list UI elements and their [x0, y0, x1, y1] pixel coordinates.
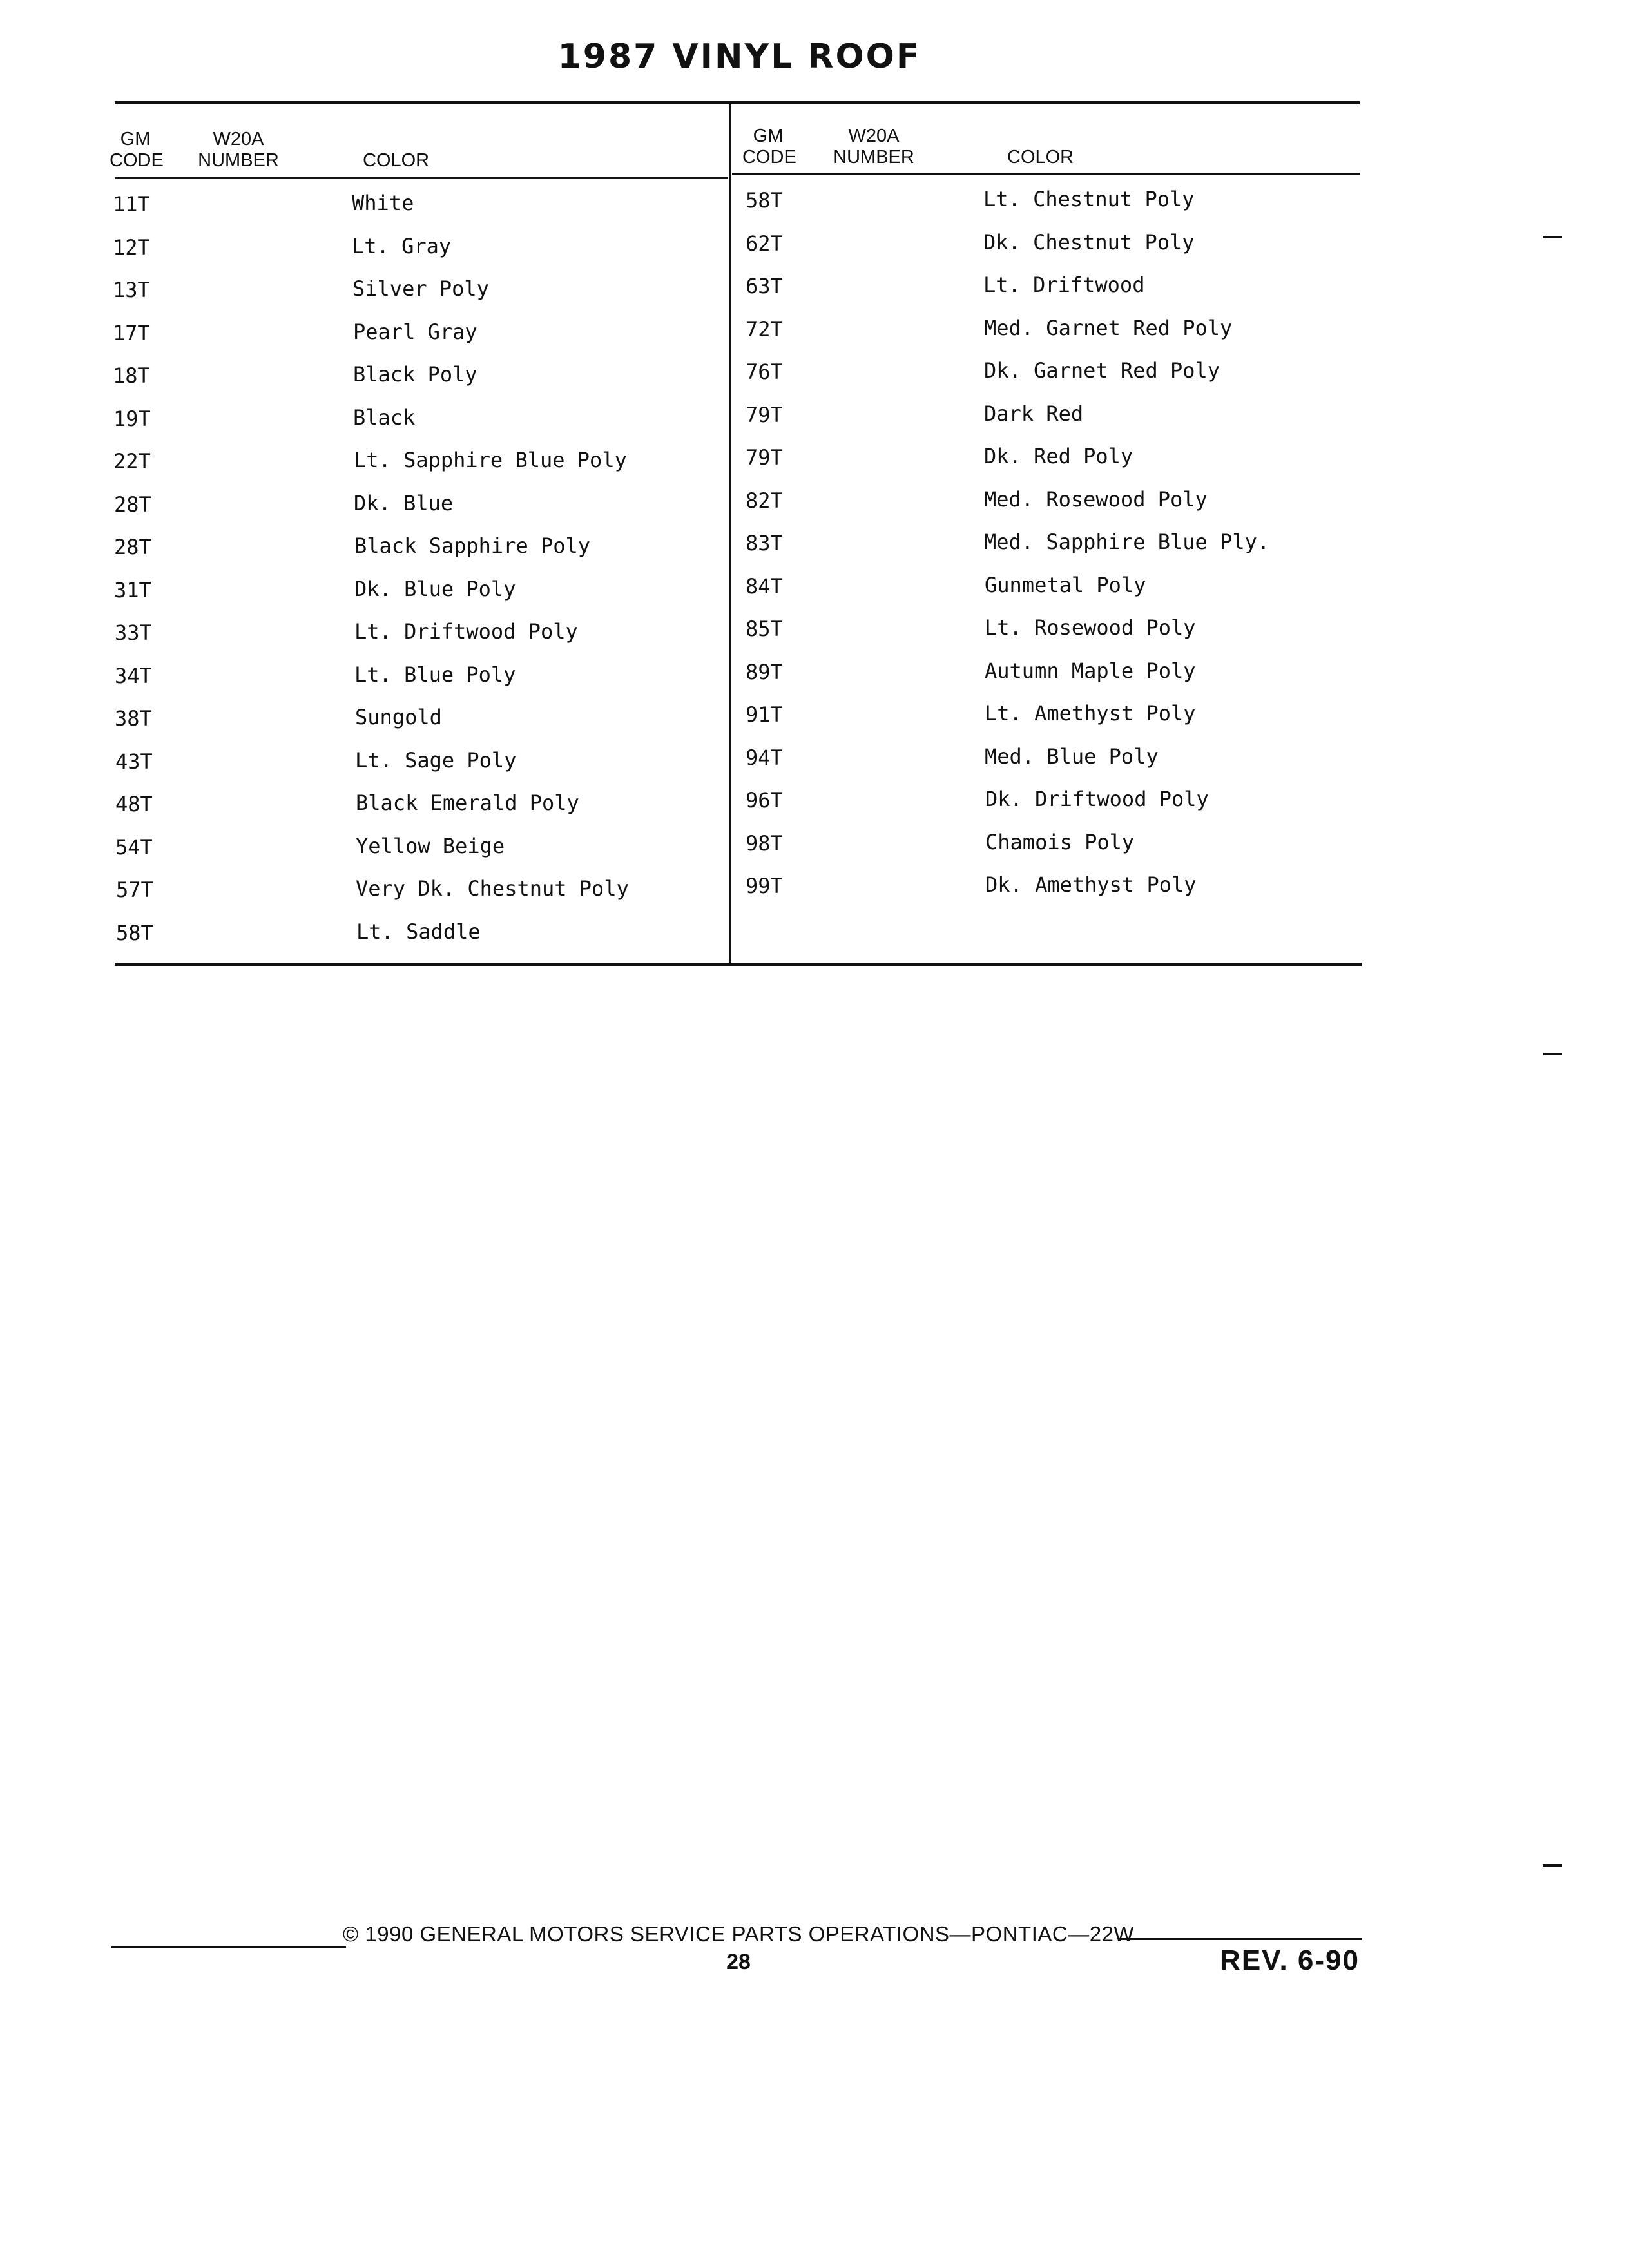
- left-color: Very Dk. Chestnut Poly: [356, 876, 629, 901]
- revision-label: REV. 6-90: [1220, 1945, 1360, 1976]
- left-color: Silver Poly: [352, 276, 489, 301]
- left-header-rule: [115, 177, 728, 179]
- left-w20a-number-header: [193, 129, 284, 171]
- page-title: 1987 VINYL ROOF: [557, 37, 921, 76]
- left-code: 22T: [113, 449, 151, 474]
- right-code: 58T: [746, 188, 783, 213]
- right-color-header: [1007, 147, 1074, 168]
- left-color: Lt. Blue Poly: [354, 662, 516, 687]
- right-color: Med. Rosewood Poly: [984, 487, 1208, 512]
- table-top-rule: [115, 101, 1360, 104]
- left-code: 43T: [115, 749, 153, 774]
- right-w20a-number-header: [829, 126, 919, 168]
- column-divider: [729, 103, 731, 965]
- left-color: White: [352, 191, 414, 215]
- left-code: 11T: [113, 192, 150, 216]
- left-color: Black Sapphire Poly: [354, 533, 591, 558]
- right-gm-code-header: [742, 126, 794, 168]
- left-color: Lt. Saddle: [356, 919, 481, 944]
- left-color: Yellow Beige: [356, 834, 505, 858]
- right-code: 79T: [746, 403, 783, 427]
- left-color: Lt. Sage Poly: [355, 748, 517, 773]
- right-code: 63T: [746, 274, 783, 298]
- right-color: Med. Garnet Red Poly: [984, 316, 1233, 340]
- left-code: 34T: [115, 664, 152, 688]
- right-color: Dk. Garnet Red Poly: [984, 358, 1220, 383]
- margin-mark: [1543, 236, 1562, 238]
- left-number-header-line: NUMBER: [198, 150, 279, 171]
- table-bottom-rule: [115, 963, 1362, 966]
- right-code: 99T: [746, 874, 783, 898]
- right-number-header-line: NUMBER: [833, 147, 914, 168]
- margin-mark: [1543, 1053, 1562, 1055]
- left-color: Pearl Gray: [353, 320, 477, 344]
- right-code: 62T: [746, 231, 783, 256]
- right-code: 94T: [746, 745, 783, 770]
- left-gm-code-header: [110, 129, 164, 171]
- right-header-rule: [732, 173, 1360, 175]
- right-code: 79T: [746, 445, 783, 470]
- page-number: 28: [726, 1950, 751, 1974]
- left-color: Black: [353, 405, 416, 430]
- left-color: Black Emerald Poly: [356, 791, 579, 815]
- right-w20a-header-line: W20A: [848, 126, 900, 146]
- right-color: Lt. Rosewood Poly: [985, 615, 1196, 640]
- left-code: 31T: [114, 578, 151, 602]
- left-color-header-line: COLOR: [363, 150, 430, 171]
- left-color: Sungold: [355, 705, 442, 729]
- right-code-header-line: CODE: [742, 147, 796, 168]
- right-color: Dk. Amethyst Poly: [985, 872, 1197, 897]
- left-code: 18T: [113, 363, 150, 388]
- left-color: Lt. Gray: [352, 234, 452, 258]
- right-color: Autumn Maple Poly: [985, 658, 1196, 683]
- right-color: Lt. Chestnut Poly: [983, 187, 1195, 211]
- left-color-header: [363, 150, 429, 171]
- right-code: 72T: [746, 317, 783, 341]
- left-code: 57T: [116, 878, 153, 902]
- right-color: Dark Red: [984, 401, 1084, 426]
- left-code: 48T: [115, 792, 153, 816]
- right-code: 96T: [746, 788, 783, 812]
- left-color: Dk. Blue Poly: [354, 577, 516, 601]
- left-code: 38T: [115, 706, 152, 731]
- right-color: Dk. Driftwood Poly: [985, 787, 1209, 811]
- left-code: 12T: [113, 235, 150, 260]
- right-color: Dk. Chestnut Poly: [983, 230, 1195, 255]
- left-color: Dk. Blue: [354, 491, 454, 515]
- left-code: 19T: [113, 407, 151, 431]
- right-color: Med. Sapphire Blue Ply.: [984, 530, 1270, 554]
- right-code: 82T: [746, 488, 783, 513]
- right-code: 91T: [746, 702, 783, 727]
- left-gm-header-line: GM: [120, 129, 151, 149]
- left-code-header-line: CODE: [110, 150, 164, 171]
- right-code: 76T: [746, 360, 783, 384]
- left-color: Lt. Driftwood Poly: [354, 619, 578, 644]
- right-code: 83T: [746, 531, 783, 555]
- right-color: Med. Blue Poly: [985, 744, 1159, 769]
- right-color: Dk. Red Poly: [984, 444, 1133, 468]
- left-code: 17T: [113, 321, 150, 345]
- footer-copyright: © 1990 GENERAL MOTORS SERVICE PARTS OPERATIONS—PONTIAC—22W: [342, 1922, 1135, 1946]
- left-code: 28T: [114, 492, 151, 517]
- left-color: Lt. Sapphire Blue Poly: [354, 448, 627, 472]
- right-code: 98T: [746, 831, 783, 856]
- left-code: 13T: [113, 278, 150, 302]
- right-color: Lt. Amethyst Poly: [985, 701, 1196, 726]
- left-code: 33T: [115, 620, 152, 645]
- right-color: Lt. Driftwood: [983, 273, 1145, 297]
- right-code: 85T: [746, 617, 783, 641]
- left-code: 54T: [115, 835, 153, 860]
- left-code: 28T: [114, 535, 151, 559]
- right-color: Chamois Poly: [985, 830, 1135, 854]
- left-color: Black Poly: [353, 362, 477, 387]
- right-code: 84T: [746, 574, 783, 599]
- right-color: Gunmetal Poly: [985, 573, 1146, 597]
- left-w20a-header-line: W20A: [213, 129, 264, 149]
- right-color-header-line: COLOR: [1007, 147, 1074, 168]
- left-code: 58T: [116, 921, 153, 945]
- right-gm-header-line: GM: [753, 126, 784, 146]
- right-code: 89T: [746, 660, 783, 684]
- margin-mark: [1543, 1864, 1562, 1867]
